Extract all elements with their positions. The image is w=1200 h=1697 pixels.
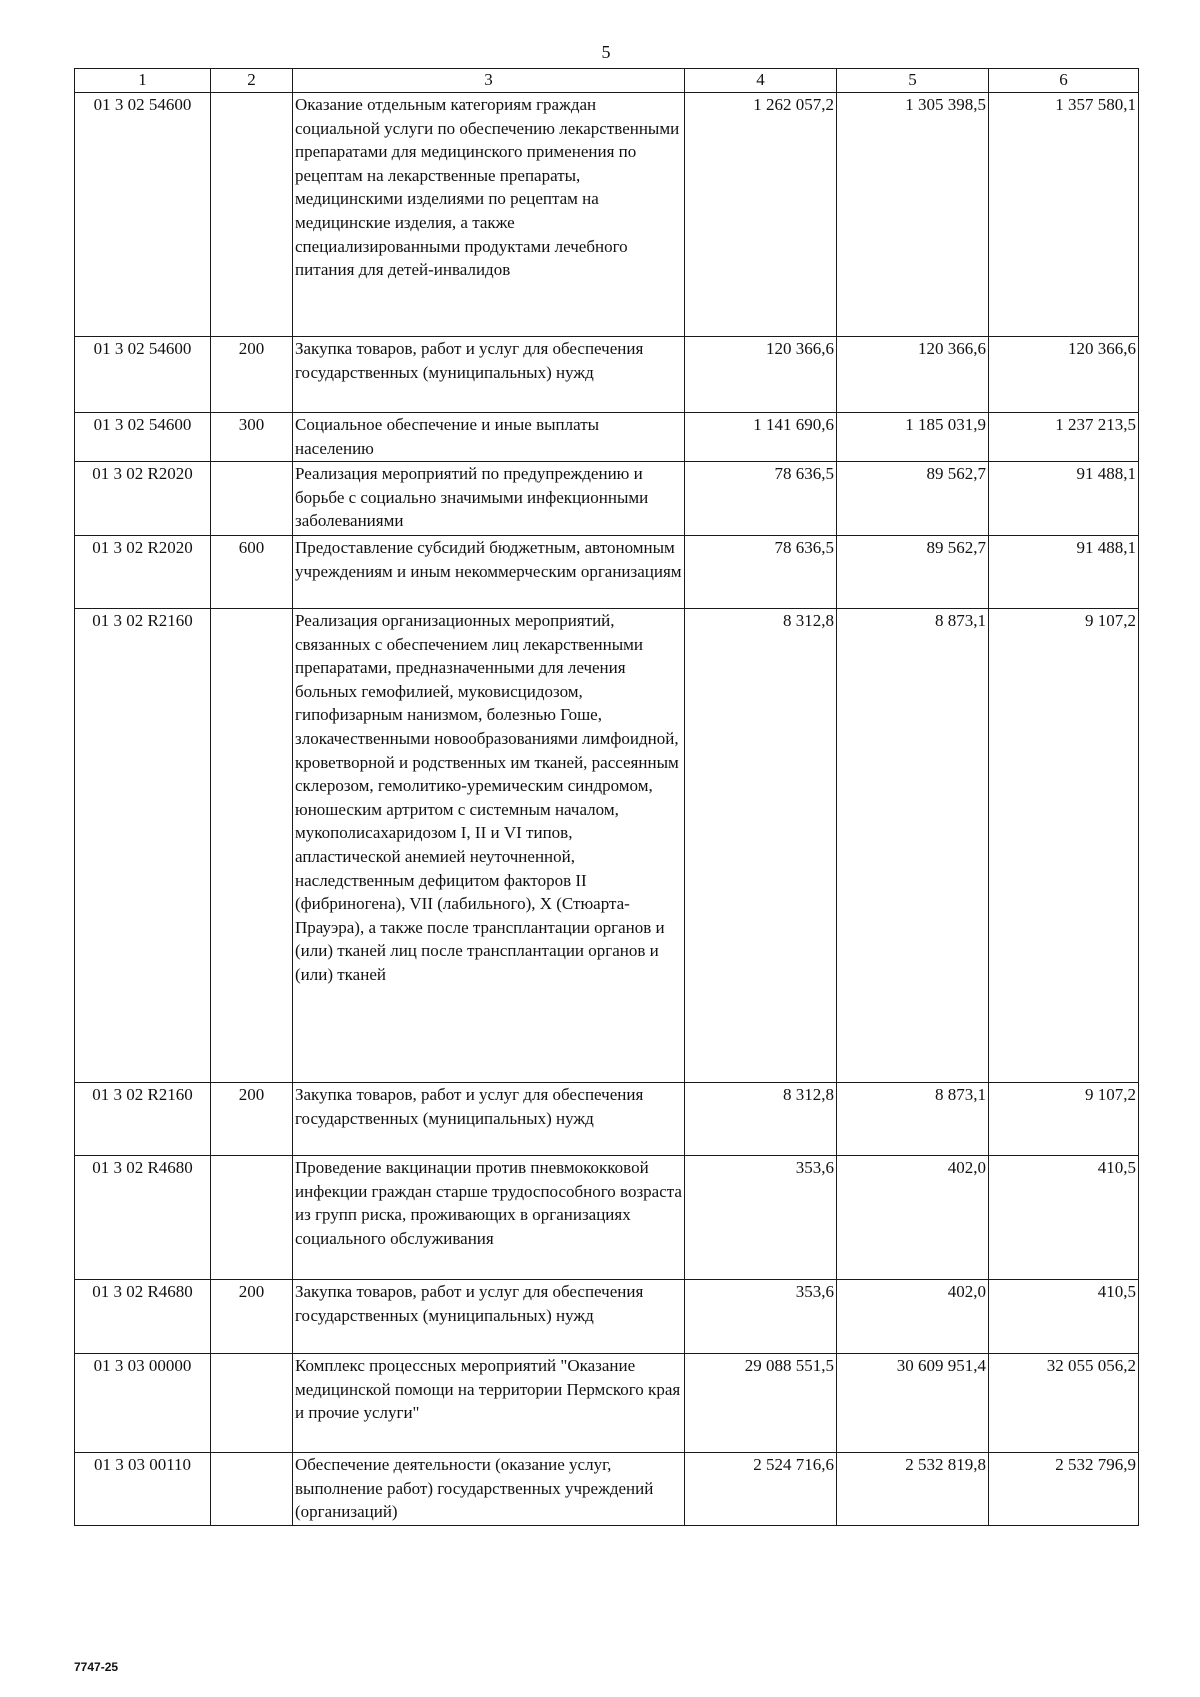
row-description: Оказание отдельным категориям граждан социальной услуги по обеспечению лекарственными препаратами для медицинского применения по рецептам на лекарственные препараты, медицинскими изделиями по рецептам на медицинские изделия, а также специализированными продуктами лечебного питания для детей-инвалидов <box>293 93 685 337</box>
budget-code: 01 3 02 R2160 <box>75 1083 211 1156</box>
table-row <box>75 1083 1139 1156</box>
expense-kind <box>211 462 293 536</box>
table-row <box>75 609 1139 1083</box>
amount-col-5: 30 609 951,4 <box>837 1354 989 1453</box>
row-description: Социальное обеспечение и иные выплаты населению <box>293 413 685 462</box>
expense-kind: 200 <box>211 337 293 413</box>
amount-col-4: 78 636,5 <box>685 462 837 536</box>
column-header: 5 <box>837 69 989 93</box>
amount-col-6: 32 055 056,2 <box>989 1354 1139 1453</box>
table-row <box>75 413 1139 462</box>
table-row <box>75 462 1139 536</box>
expense-kind <box>211 1354 293 1453</box>
column-header: 4 <box>685 69 837 93</box>
amount-col-4: 29 088 551,5 <box>685 1354 837 1453</box>
amount-col-4: 8 312,8 <box>685 609 837 1083</box>
budget-code: 01 3 03 00110 <box>75 1453 211 1526</box>
amount-col-4: 1 262 057,2 <box>685 93 837 337</box>
row-description: Реализация мероприятий по предупреждению и борьбе с социально значимыми инфекционными заболеваниями <box>293 462 685 536</box>
amount-col-5: 8 873,1 <box>837 1083 989 1156</box>
table-row <box>75 1354 1139 1453</box>
row-description: Реализация организационных мероприятий, связанных с обеспечением лиц лекарственными препаратами, предназначенными для лечения больных гемофилией, муковисцидозом, гипофизарным нанизмом, болезнью Гоше, злокачественными новообразованиями лимфоидной, кроветворной и родственных им тканей, рассеянным склерозом, гемолитико-уремическим синдромом, юношеским артритом с системным началом, мукополисахаридозом I, II и VI типов, апластической анемией неуточненной, наследственным дефицитом факторов II (фибриногена), VII (лабильного), X (Стюарта-Прауэра), а также после трансплантации органов и (или) тканей лиц после трансплантации органов и (или) тканей <box>293 609 685 1083</box>
budget-code: 01 3 02 54600 <box>75 93 211 337</box>
amount-col-5: 89 562,7 <box>837 462 989 536</box>
expense-kind <box>211 93 293 337</box>
row-description: Предоставление субсидий бюджетным, автономным учреждениям и иным некоммерческим организациям <box>293 536 685 609</box>
table-row <box>75 1453 1139 1526</box>
amount-col-4: 120 366,6 <box>685 337 837 413</box>
amount-col-4: 353,6 <box>685 1156 837 1280</box>
amount-col-5: 402,0 <box>837 1280 989 1354</box>
budget-code: 01 3 02 54600 <box>75 337 211 413</box>
row-description: Закупка товаров, работ и услуг для обеспечения государственных (муниципальных) нужд <box>293 1280 685 1354</box>
amount-col-4: 353,6 <box>685 1280 837 1354</box>
table-row <box>75 536 1139 609</box>
expense-kind <box>211 1453 293 1526</box>
expense-kind <box>211 609 293 1083</box>
header-row <box>75 69 1139 93</box>
amount-col-6: 410,5 <box>989 1280 1139 1354</box>
table-row <box>75 1156 1139 1280</box>
budget-code: 01 3 02 54600 <box>75 413 211 462</box>
amount-col-6: 1 357 580,1 <box>989 93 1139 337</box>
document-code: 7747-25 <box>74 1660 119 1674</box>
amount-col-4: 8 312,8 <box>685 1083 837 1156</box>
amount-col-6: 2 532 796,9 <box>989 1453 1139 1526</box>
budget-code: 01 3 02 R2160 <box>75 609 211 1083</box>
row-description: Обеспечение деятельности (оказание услуг, выполнение работ) государственных учреждений (организаций) <box>293 1453 685 1526</box>
budget-code: 01 3 03 00000 <box>75 1354 211 1453</box>
amount-col-6: 9 107,2 <box>989 609 1139 1083</box>
amount-col-6: 9 107,2 <box>989 1083 1139 1156</box>
amount-col-6: 120 366,6 <box>989 337 1139 413</box>
expense-kind: 600 <box>211 536 293 609</box>
table-row <box>75 1280 1139 1354</box>
column-header: 3 <box>293 69 685 93</box>
amount-col-4: 2 524 716,6 <box>685 1453 837 1526</box>
column-header: 2 <box>211 69 293 93</box>
expense-kind: 200 <box>211 1280 293 1354</box>
row-description: Закупка товаров, работ и услуг для обеспечения государственных (муниципальных) нужд <box>293 1083 685 1156</box>
table-row <box>75 337 1139 413</box>
row-description: Проведение вакцинации против пневмококковой инфекции граждан старше трудоспособного возраста из групп риска, проживающих в организациях социального обслуживания <box>293 1156 685 1280</box>
amount-col-6: 91 488,1 <box>989 462 1139 536</box>
row-description: Закупка товаров, работ и услуг для обеспечения государственных (муниципальных) нужд <box>293 337 685 413</box>
amount-col-5: 89 562,7 <box>837 536 989 609</box>
amount-col-5: 402,0 <box>837 1156 989 1280</box>
amount-col-5: 120 366,6 <box>837 337 989 413</box>
column-header: 6 <box>989 69 1139 93</box>
amount-col-5: 1 185 031,9 <box>837 413 989 462</box>
table-row <box>75 93 1139 337</box>
budget-code: 01 3 02 R4680 <box>75 1280 211 1354</box>
budget-table <box>74 68 1139 1526</box>
amount-col-5: 8 873,1 <box>837 609 989 1083</box>
budget-code: 01 3 02 R2020 <box>75 462 211 536</box>
amount-col-5: 1 305 398,5 <box>837 93 989 337</box>
expense-kind: 300 <box>211 413 293 462</box>
budget-code: 01 3 02 R4680 <box>75 1156 211 1280</box>
expense-kind <box>211 1156 293 1280</box>
page-number: 5 <box>601 42 611 62</box>
amount-col-4: 1 141 690,6 <box>685 413 837 462</box>
amount-col-6: 410,5 <box>989 1156 1139 1280</box>
amount-col-5: 2 532 819,8 <box>837 1453 989 1526</box>
row-description: Комплекс процессных мероприятий "Оказание медицинской помощи на территории Пермского края и прочие услуги" <box>293 1354 685 1453</box>
amount-col-6: 91 488,1 <box>989 536 1139 609</box>
amount-col-4: 78 636,5 <box>685 536 837 609</box>
column-header: 1 <box>75 69 211 93</box>
budget-code: 01 3 02 R2020 <box>75 536 211 609</box>
amount-col-6: 1 237 213,5 <box>989 413 1139 462</box>
expense-kind: 200 <box>211 1083 293 1156</box>
